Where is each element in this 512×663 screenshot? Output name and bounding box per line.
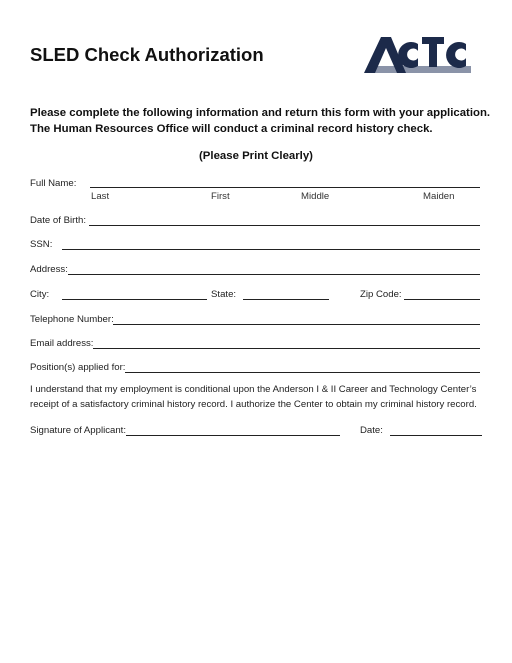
position-field[interactable] [125, 372, 480, 373]
full-name-field[interactable] [90, 187, 480, 188]
ssn-label: SSN: [30, 239, 53, 250]
signature-label: Signature of Applicant: [30, 425, 127, 436]
statement-line-1: I understand that my employment is conditional upon the Anderson I & II Career and Technology Center’s [30, 384, 477, 395]
dob-label: Date of Birth: [30, 215, 86, 226]
print-note: (Please Print Clearly) [199, 150, 313, 162]
actc-logo [364, 36, 472, 74]
date-field[interactable] [390, 435, 482, 436]
email-label: Email address: [30, 338, 94, 349]
full-name-sub-maiden: Maiden [423, 191, 455, 202]
signature-field[interactable] [126, 435, 340, 436]
zip-label: Zip Code: [360, 289, 402, 300]
full-name-label: Full Name: [30, 178, 77, 189]
actc-logo-icon [364, 36, 472, 74]
statement-line-2: receipt of a satisfactory criminal history record. I authorize the Center to obtain my criminal history record. [30, 398, 477, 410]
state-field[interactable] [243, 299, 329, 300]
date-label: Date: [360, 425, 383, 436]
full-name-sub-middle: Middle [301, 191, 330, 202]
telephone-label: Telephone Number: [30, 314, 114, 325]
full-name-sub-last: Last [91, 191, 110, 202]
city-field[interactable] [62, 299, 207, 300]
position-label: Position(s) applied for: [30, 362, 126, 373]
zip-field[interactable] [404, 299, 480, 300]
state-label: State: [211, 289, 237, 300]
email-field[interactable] [93, 348, 480, 349]
address-field[interactable] [68, 274, 480, 275]
city-label: City: [30, 289, 50, 300]
dob-field[interactable] [89, 225, 480, 226]
form-title: SLED Check Authorization [30, 44, 264, 65]
ssn-field[interactable] [62, 249, 480, 250]
authorization-statement [30, 383, 477, 412]
address-label: Address: [30, 264, 68, 275]
telephone-field[interactable] [113, 324, 480, 325]
instruction-line-2: The Human Resources Office will conduct a criminal record history check. [30, 122, 433, 135]
full-name-sub-first: First [211, 191, 230, 202]
instruction-line-1: Please complete the following information and return this form with your application. [30, 107, 491, 119]
instructions [30, 106, 490, 137]
